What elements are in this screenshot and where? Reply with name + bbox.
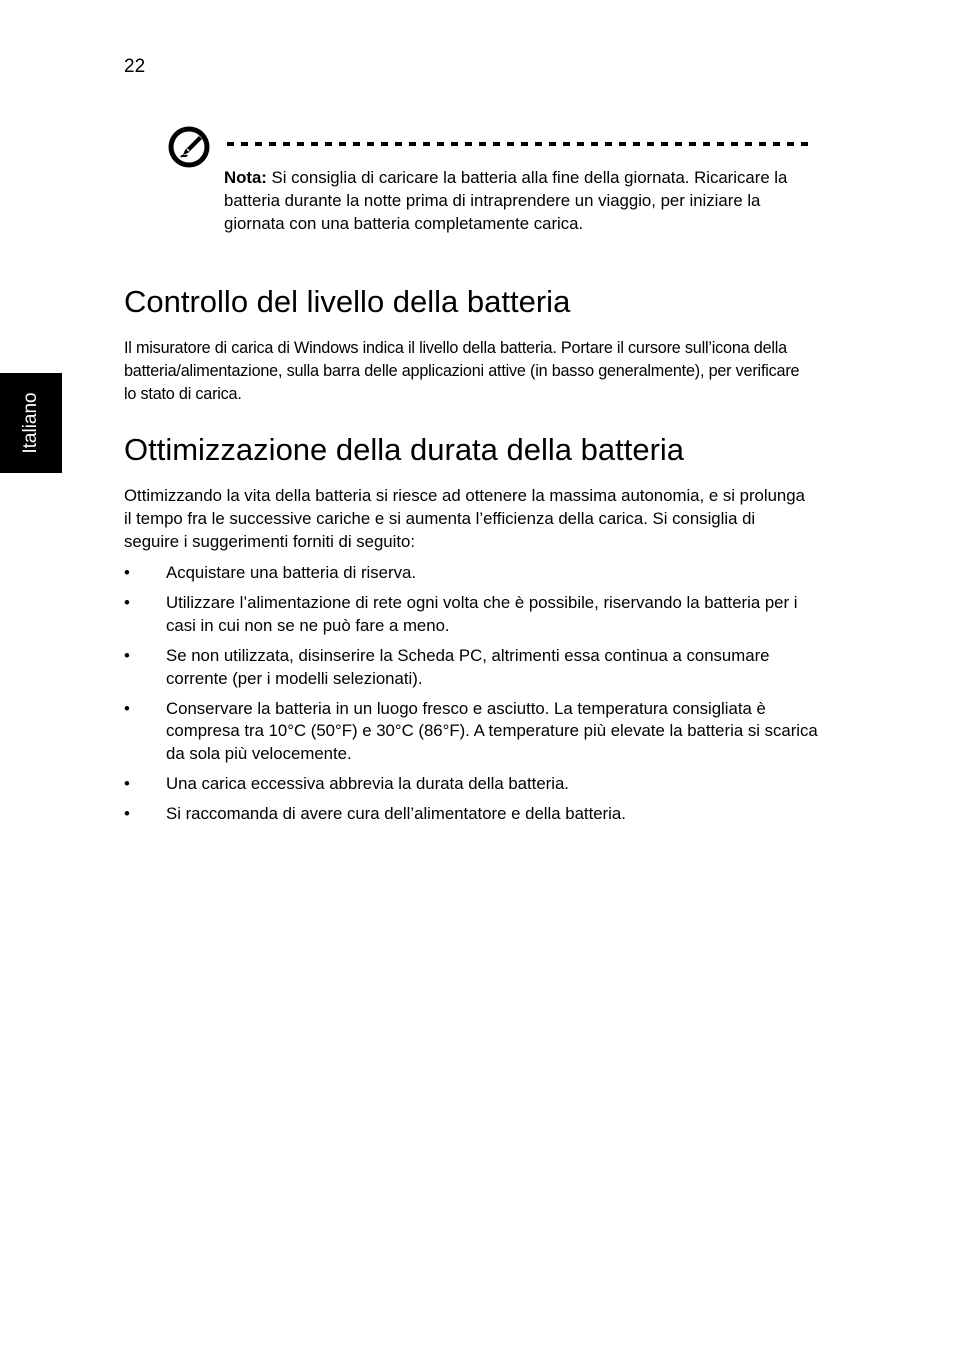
bullet-icon: • [124, 563, 130, 582]
tips-list [124, 562, 824, 834]
bullet-icon: • [124, 593, 130, 613]
bullet-icon: • [124, 774, 130, 794]
list-item [124, 698, 824, 766]
list-item-text: Utilizzare l’alimentazione di rete ogni volta che è possibile, riservando la batteria per i casi in cui non se ne può fare a meno. [166, 593, 798, 635]
language-side-tab [0, 373, 62, 473]
section-body-battery-optimization: Ottimizzando la vita della batteria si riesce ad ottenere la massima autonomia, e si prolunga il tempo fra le successive cariche e si aumenta l’efficienza della carica. Si consiglia di seguire i suggerimenti forniti di seguito: [124, 486, 805, 552]
note-body: Si consiglia di caricare la batteria alla fine della giornata. Ricaricare la batteria durante la notte prima di intraprendere un viaggio, per iniziare la giornata con una batteria completamente carica. [224, 168, 788, 234]
note-text [224, 166, 809, 236]
list-item [124, 562, 824, 585]
note-label: Nota: [224, 168, 267, 187]
list-item-text: Se non utilizzata, disinserire la Scheda PC, altrimenti essa continua a consumare corrente (per i modelli selezionati). [166, 645, 770, 688]
section-heading-battery-optimization: Ottimizzazione della durata della batteria [124, 432, 685, 467]
list-item [124, 645, 824, 690]
list-item-text: Conservare la batteria in un luogo fresco e asciutto. La temperatura consigliata è compresa tra 10°C (50°F) e 30°C (86°F). A temperature più elevate la batteria si scarica da sola più velocemente. [166, 698, 818, 763]
note-dashed-rule [227, 142, 809, 146]
bullet-icon: • [124, 804, 130, 824]
list-item [124, 773, 824, 796]
section-heading-battery-level: Controllo del livello della batteria [124, 284, 571, 319]
list-item-text: Si raccomanda di avere cura dell’alimentatore e della batteria. [166, 804, 626, 824]
bullet-icon: • [124, 645, 130, 665]
note-pen-icon [166, 124, 212, 170]
list-item [124, 592, 824, 637]
page-number: 22 [124, 56, 146, 77]
bullet-icon: • [124, 698, 130, 718]
list-item [124, 803, 824, 826]
list-item-text: Una carica eccessiva abbrevia la durata della batteria. [166, 774, 569, 794]
list-item-text: Acquistare una batteria di riserva. [166, 563, 416, 582]
section-body-battery-level: Il misuratore di carica di Windows indica il livello della batteria. Portare il cursore sull’icona della batteria/alimentazione, sulla barra delle applicazioni attive (in basso generalmente), per verificare lo stato di carica. [124, 339, 800, 404]
language-tab-label: Italiano [20, 392, 41, 454]
